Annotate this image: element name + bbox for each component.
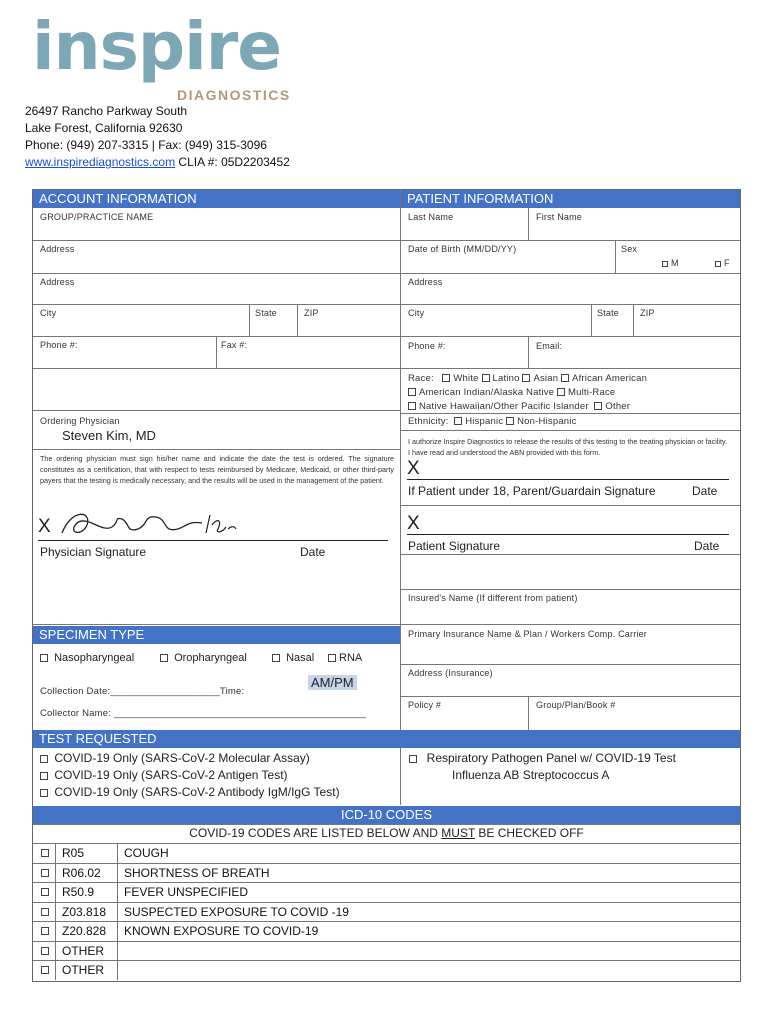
logo [32, 8, 291, 103]
group-plan-label: Group/Plan/Book # [536, 700, 616, 710]
ethnicity-row: Ethnicity: Hispanic Non-Hispanic [408, 416, 577, 427]
account-phone-label: Phone #: [40, 340, 78, 350]
account-state-label: State [255, 308, 278, 318]
checkbox-icon [272, 654, 280, 662]
physician-x-mark: X [38, 516, 51, 537]
company-address [25, 103, 290, 171]
specimen-nasal-option[interactable]: Nasal [272, 652, 314, 664]
address-city: Lake Forest, California 92630 [25, 121, 183, 135]
checkbox-icon [442, 374, 450, 382]
checkbox-icon [715, 261, 721, 267]
patient-state-label: State [597, 308, 620, 318]
checkbox-icon[interactable] [41, 908, 49, 916]
physician-signature-label: Physician Signature [40, 545, 147, 559]
collector-name-field[interactable]: Collector Name: ______________________________________________ [40, 708, 367, 719]
website-link[interactable]: www.inspirediagnostics.com [25, 155, 176, 169]
test-item[interactable]: COVID-19 Only (SARS-CoV-2 Molecular Assay) [40, 751, 310, 765]
icd-description: COUGH [124, 846, 169, 860]
account-header: ACCOUNT INFORMATION [33, 190, 400, 208]
guardian-date-label: Date [692, 484, 718, 498]
policy-label: Policy # [408, 700, 442, 710]
race-latino-option[interactable]: Latino [482, 373, 520, 384]
ordering-physician-label: Ordering Physician [40, 416, 120, 426]
icd-row[interactable] [33, 941, 740, 961]
patient-sex-label: Sex [621, 244, 638, 254]
patient-signature-label: Patient Signature [408, 539, 501, 553]
checkbox-icon[interactable] [41, 966, 49, 974]
race-asian-option[interactable]: Asian [522, 373, 558, 384]
account-address1-label: Address [40, 244, 75, 254]
checkbox-icon[interactable] [41, 849, 49, 857]
icd-row[interactable] [33, 960, 740, 980]
guardian-x-mark: X [407, 458, 420, 479]
insurance-address-label: Address (Insurance) [408, 668, 493, 678]
icd-code: OTHER [62, 943, 104, 958]
authorization-text: I authorize Inspire Diagnostics to release the results of this testing to the treating physician or facility. I have read and understood the ABN provided with this form. [408, 437, 728, 457]
patient-phone-label: Phone #: [408, 341, 446, 351]
patient-last-label: Last Name [408, 212, 454, 222]
test-requested-header: TEST REQUESTED [33, 730, 740, 748]
physician-signature-image [52, 503, 252, 543]
patient-address-label: Address [408, 277, 443, 287]
icd-description: SHORTNESS OF BREATH [124, 865, 270, 880]
specimen-naso-option[interactable]: Nasopharyngeal [40, 652, 134, 664]
icd-description: FEVER UNSPECIFIED [124, 885, 249, 899]
sex-male-option[interactable]: M [662, 258, 679, 268]
icd-code: R50.9 [62, 885, 95, 899]
checkbox-icon [40, 789, 48, 797]
checkbox-icon [561, 374, 569, 382]
logo-wordmark: inspire [32, 8, 282, 85]
race-african-option[interactable]: African American [561, 373, 647, 384]
address-phone: Phone: (949) 207-3315 | Fax: (949) 315-3096 [25, 138, 267, 152]
checkbox-icon [662, 261, 668, 267]
icd-code: Z20.828 [62, 924, 107, 938]
icd-note: COVID-19 CODES ARE LISTED BELOW AND MUST BE CHECKED OFF [189, 826, 584, 840]
race-native-option[interactable]: American Indian/Alaska Native [408, 387, 554, 398]
race-other-option[interactable]: Other [594, 401, 630, 412]
checkbox-icon [160, 654, 168, 662]
rpp-test-item[interactable]: Respiratory Pathogen Panel w/ COVID-19 Test [409, 751, 676, 765]
test-item[interactable]: COVID-19 Only (SARS-CoV-2 Antibody IgM/IgG Test) [40, 785, 340, 799]
patient-first-label: First Name [536, 212, 583, 222]
physician-name: Steven Kim, MD [62, 428, 156, 443]
ethnicity-hispanic-option[interactable]: Hispanic [454, 416, 503, 427]
checkbox-icon [40, 654, 48, 662]
icd-code: R05 [62, 846, 85, 860]
checkbox-icon [506, 417, 514, 425]
patient-city-label: City [408, 308, 425, 318]
race-row-3 [408, 401, 630, 412]
checkbox-icon [328, 654, 336, 662]
icd-description: KNOWN EXPOSURE TO COVID-19 [124, 924, 319, 938]
icd-code: OTHER [62, 963, 104, 977]
physician-disclaimer: The ordering physician must sign his/her name and indicate the date the test is ordered. The signature constitutes as a certification, that with respect to tests reimbursed by Medicare, Medicaid, or other third-party payers that the testing is medically necessary, and the results will be used in the management of the patient. [40, 454, 394, 485]
patient-date-label: Date [694, 539, 720, 553]
checkbox-icon [408, 402, 416, 410]
guardian-signature-label: If Patient under 18, Parent/Guardain Signature [408, 484, 656, 498]
ampm-selector[interactable]: AM/PM [308, 675, 357, 690]
checkbox-icon[interactable] [41, 869, 49, 877]
specimen-header: SPECIMEN TYPE [33, 626, 400, 644]
race-hawaiian-option[interactable]: Native Hawaiian/Other Pacific Islander [408, 401, 589, 412]
checkbox-icon [522, 374, 530, 382]
patient-dob-label: Date of Birth (MM/DD/YY) [408, 244, 517, 254]
account-address2-label: Address [40, 277, 75, 287]
checkbox-icon [408, 388, 416, 396]
patient-header: PATIENT INFORMATION [401, 190, 740, 208]
patient-x-mark: X [407, 513, 420, 534]
checkbox-icon [40, 755, 48, 763]
icd-code: R06.02 [62, 865, 101, 880]
race-white-option[interactable]: White [442, 373, 478, 384]
patient-zip-label: ZIP [640, 308, 655, 318]
checkbox-icon [557, 388, 565, 396]
race-multi-option[interactable]: Multi-Race [557, 387, 615, 398]
checkbox-icon[interactable] [41, 888, 49, 896]
icd-header: ICD-10 CODES [33, 806, 740, 824]
test-item[interactable]: COVID-19 Only (SARS-CoV-2 Antigen Test) [40, 768, 288, 782]
primary-insurance-label: Primary Insurance Name & Plan / Workers Comp. Carrier [408, 629, 647, 639]
checkbox-icon [454, 417, 462, 425]
icd-description: SUSPECTED EXPOSURE TO COVID -19 [124, 904, 349, 919]
collection-date-field[interactable]: Collection Date:____________________Time: [40, 686, 245, 697]
account-zip-label: ZIP [304, 308, 319, 318]
group-practice-label: GROUP/PRACTICE NAME [40, 212, 154, 222]
ethnicity-non-hispanic-option[interactable]: Non-Hispanic [506, 416, 576, 427]
checkbox-icon[interactable] [41, 947, 49, 955]
icd-code: Z03.818 [62, 904, 107, 919]
patient-email-label: Email: [536, 341, 563, 351]
checkbox-icon [594, 402, 602, 410]
rpp-test-subitem: Influenza AB Streptococcus A [452, 768, 610, 782]
account-city-label: City [40, 308, 57, 318]
specimen-oro-option[interactable]: Oropharyngeal [160, 652, 247, 664]
clia-number: CLIA #: 05D2203452 [175, 155, 290, 169]
checkbox-icon [482, 374, 490, 382]
address-street: 26497 Rancho Parkway South [25, 104, 188, 118]
specimen-rna-option[interactable]: RNA [328, 652, 362, 664]
checkbox-icon [40, 772, 48, 780]
checkbox-icon[interactable] [41, 927, 49, 935]
race-row-1: Race: White Latino Asian African American [408, 373, 648, 384]
race-row-2 [408, 387, 615, 398]
account-fax-label: Fax #: [221, 340, 248, 350]
checkbox-icon [409, 755, 417, 763]
physician-date-label: Date [300, 545, 326, 559]
sex-female-option[interactable]: F [715, 258, 730, 268]
logo-subtitle: DIAGNOSTICS [177, 87, 291, 103]
insured-name-label: Insured's Name (If different from patient) [408, 593, 578, 603]
